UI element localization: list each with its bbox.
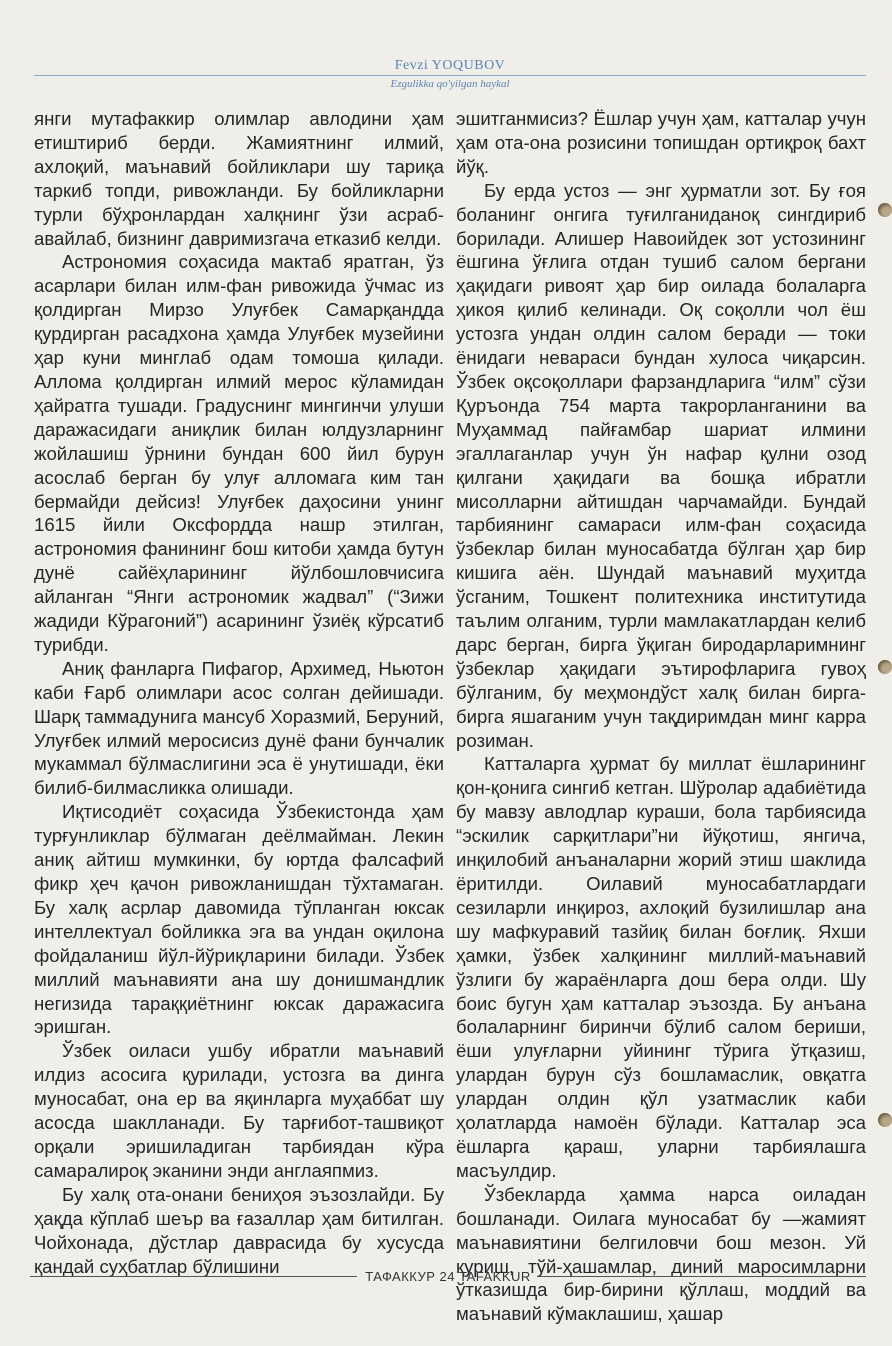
binder-hole-icon	[878, 660, 892, 674]
paragraph: Ўзбекларда ҳамма нарса оиладан бошланади. Оилага муносабат бу —жамият маънавиятини белгиловчи бош мезон. Уй қуриш, тўй-ҳашамлар, диний маросимларни ўтказишда бир-бирини қўллаш, моддий ва маънавий кўмаклашиш, ҳашар	[456, 1183, 866, 1325]
footer-page-label: ТАФАККУР 24 TAFAKKUR	[365, 1269, 531, 1284]
left-column	[34, 107, 444, 1278]
binder-hole-icon	[878, 1113, 892, 1127]
right-column	[456, 107, 866, 1326]
paragraph: Ўзбек оиласи ушбу ибратли маънавий илдиз асосига қурилади, устозга ва динга муносабат, она ер ва яқинларга муҳаббат шу асосда шаклланади. Бу тарғибот-ташвиқот орқали эришиладиган тарбиядан кўра самаралироқ эканини энди англаяпмиз.	[34, 1040, 444, 1181]
binder-hole-icon	[878, 203, 892, 217]
header-rule	[34, 75, 866, 76]
running-header	[34, 58, 866, 90]
footer-rule-right	[539, 1276, 866, 1277]
paragraph: Аниқ фанларга Пифагор, Архимед, Ньютон каби Ғарб олимлари асос солган дейишади. Шарқ таммадунига мансуб Хоразмий, Беруний, Улуғбек илмий меросисиз дунё фани бунчалик мукаммал бўлмаслигини эса ё унутишади, ёки билиб-билмасликка олишади.	[34, 657, 444, 799]
paragraph: Иқтисодиёт соҳасида Ўзбекистонда ҳам турғунликлар бўлмаган деёлмайман. Лекин аниқ айтиш мумкинки, бу юртда фалсафий фикр ҳеч қачон ривожланишдан тўхтамаган. Бу халқ асрлар давомида тўпланган юксак интеллектуал бойликка эга ва ундан оқилона фойдаланиш йўл-йўриқларини билади. Ўзбек миллий маънавияти ана шу донишмандлик негизида тараққиётнинг юксак даражасига эришган.	[34, 801, 444, 1038]
paragraph: Бу ерда устоз — энг ҳурматли зот. Бу ғоя боланинг онгига туғилганиданоқ сингдириб борилади. Алишер Навоийдек зот устозининг ёшгина ўғлига отдан тушиб салом бергани ҳақидаги ривоят ҳар бир оилада болаларга ҳикоя қилиб келинади. Оқ соқолли чол ёш устозга ундан олдин салом беради — токи ёнидаги невараси бундан хулоса чиқарсин. Ўзбек оқсоқоллари фарзандларига “илм” сўзи Қуръонда 754 марта такрорланганини ва Муҳаммад пайғамбар шариат илмини эгаллаганлар учун ўн нафар қулни озод қилгани ҳақидаги ва бошқа ибратли мисолларни айтишдан чарчамайди. Бундай тарбиянинг самараси илм-фан соҳасида ўзбеклар билан муносабатда бўлган ҳар бир кишига аён. Шундай маънавий муҳитда ўсганим, Тошкент политехника институтида таълим олганим, турли мамлакатлардан келиб дарс берган, бирга ўқиган биродарларимнинг ўзбеклар ҳақидаги эътирофларига гувоҳ бўлганим, бу меҳмондўст халқ билан бирга-бирга яшаганим учун тақдиримдан минг карра розиман.	[456, 179, 866, 751]
paragraph: эшитганмисиз? Ёшлар учун ҳам, катталар учун ҳам ота-она розисини топишдан ортиқроқ бахт йўқ.	[456, 108, 866, 177]
footer-rule-left	[30, 1276, 357, 1277]
paragraph: янги мутафаккир олимлар авлодини ҳам етиштириб берди. Жамиятнинг илмий, ахлоқий, маънавий бойликлари шу тариқа таркиб топди, ривожланди. Бу бойликларни турли бўҳронлардан халқнинг ўзи асраб-авайлаб, бизнинг давримизгача етказиб келди.	[34, 108, 444, 249]
paragraph: Бу халқ ота-онани бениҳоя эъзозлайди. Бу ҳақда кўплаб шеър ва ғазаллар ҳам битилган. Чойхонада, дўстлар даврасида бу хусусда қандай суҳбатлар бўлишини	[34, 1183, 444, 1277]
header-author: Fevzi YOQUBOV	[394, 58, 506, 73]
page-footer	[30, 1269, 866, 1284]
paragraph: Катталарга ҳурмат бу миллат ёшларининг қон-қонига сингиб кетган. Шўролар адабиётида бу мавзу авлодлар кураши, бола тарбиясида “эскилик сарқитлари”ни йўқотиш, янгича, инқилобий анъаналарни жорий этиш шаклида ёритилди. Оилавий муносабатлардаги сезиларли инқироз, ахлоқий бузилишлар ана шу мафкуравий тазйиқ билан боғлиқ. Яхши ҳамки, ўзбек халқининг миллий-маънавий ўзлиги бу жараёнларга дош бера олди. Шу боис бугун ҳам катталар эъзозда. Бу анъана болаларнинг биринчи бўлиб салом бериши, ёши улуғларни уйининг тўрига ўтқазиш, улардан бурун сўз бошламаслик, овқатга улардан олдин қўл узатмаслик каби ҳолатларда намоён бўлади. Катталар эса ёшларга қараш, уларни тарбиялашга масъулдир.	[456, 753, 866, 1181]
paragraph: Астрономия соҳасида мактаб яратган, ўз асарлари билан илм-фан ривожида ўчмас из қолдирган Мирзо Улуғбек Самарқандда қурдирган расадхона ҳамда Улуғбек музейини ҳар куни минглаб одам томоша қилади. Аллома қолдирган илмий мерос кўламидан ҳайратга тушади. Градуснинг мингинчи улуши даражасидаги аниқлик билан юлдузларнинг жойлашиш ўрнини бундан 600 йил бурун асослаб берган бу улуғ алломага ким тан бермайди дейсиз! Улуғбек даҳосини унинг 1615 йили Оксфордда нашр этилган, астрономия фанининг бош китоби ҳамда бутун дунё сайёҳларининг йўлбошловчисига айланган “Янги астрономик жадвал” (“Зижи жадиди Кўрагоний”) асарининг ўзиёқ кўрсатиб турибди.	[34, 251, 444, 655]
header-subtitle: Ezgulikka qo'yilgan haykal	[390, 78, 510, 90]
